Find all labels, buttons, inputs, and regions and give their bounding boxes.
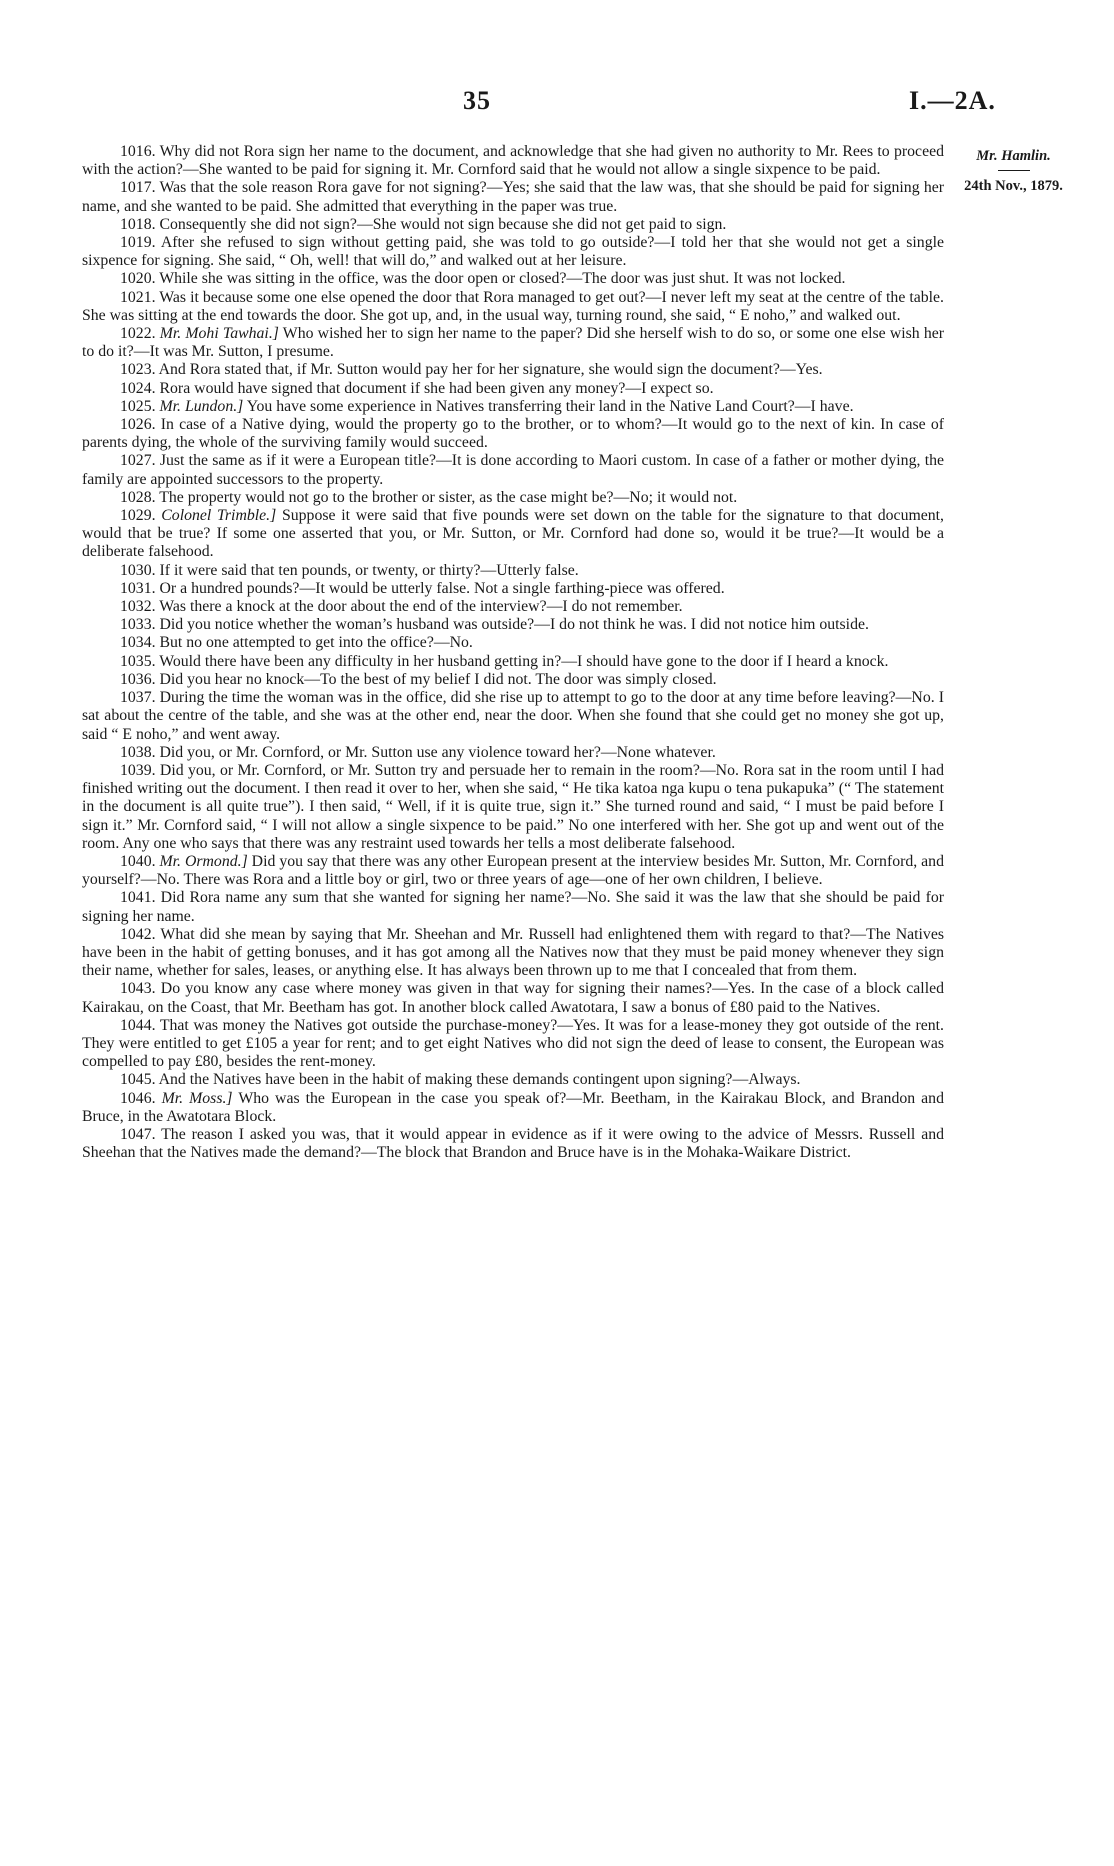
question-text: Would there have been any difficulty in her husband getting in?—I should have gone to the door if I heard a knock. [159, 652, 889, 670]
question-paragraph [82, 634, 944, 652]
question-paragraph [82, 616, 944, 634]
question-number: 1030. [120, 561, 156, 579]
question-paragraph [82, 216, 944, 234]
question-number: 1024. [120, 379, 156, 397]
question-paragraph [82, 234, 944, 270]
page-number: 35 [463, 86, 491, 115]
question-text: The property would not go to the brother or sister, as the case might be?—No; it would not. [159, 488, 738, 506]
question-paragraph [82, 762, 944, 853]
question-text: You have some experience in Natives transferring their land in the Native Land Court?—I have. [246, 397, 854, 415]
question-paragraph [82, 889, 944, 925]
question-number: 1025. [120, 397, 156, 415]
question-text: Or a hundred pounds?—It would be utterly false. Not a single farthing-piece was offered. [159, 579, 725, 597]
question-paragraph [82, 1090, 944, 1126]
question-paragraph [82, 580, 944, 598]
question-number: 1034. [120, 634, 156, 652]
speaker-name: Mr. Lundon.] [159, 397, 244, 415]
question-text: Consequently she did not sign?—She would not sign because she did not get paid to sign. [159, 215, 727, 233]
question-paragraph [82, 671, 944, 689]
question-text: Was that the sole reason Rora gave for not signing?—Yes; she said that the law was, that she should be paid for signing her name, and she wanted to be paid. She admitted that everything in the paper was true. [82, 179, 944, 215]
question-number: 1033. [120, 616, 156, 634]
question-text: Just the same as if it were a European title?—It is done according to Maori custom. In case of a father or mother dying, the family are appointed successors to the property. [82, 452, 944, 488]
question-number: 1021. [120, 288, 156, 306]
question-paragraph [82, 980, 944, 1016]
question-text: And the Natives have been in the habit of making these demands contingent upon signing?—Always. [158, 1071, 801, 1089]
question-text: Did you, or Mr. Cornford, or Mr. Sutton use any violence toward her?—None whatever. [159, 743, 716, 761]
question-paragraph [82, 452, 944, 488]
question-number: 1028. [120, 488, 156, 506]
question-text: After she refused to sign without getting paid, she was told to go outside?—I told her that she would not get a single sixpence for signing. She said, “ Oh, well! that will do,” and walked out at her leisure. [82, 234, 944, 270]
question-paragraph [82, 689, 944, 744]
document-reference: I.—2A. [909, 86, 996, 115]
question-paragraph [82, 270, 944, 288]
speaker-name: Mr. Moss.] [161, 1089, 233, 1107]
question-text: Suppose it were said that five pounds were set down on the table for the signature to that document, would that be true? If some one asserted that you, or Mr. Sutton, or Mr. Cornford had done so, would it be true?—It would be a deliberate falsehood. [82, 507, 945, 561]
question-number: 1037. [120, 689, 156, 707]
question-number: 1017. [120, 179, 156, 197]
question-number: 1018. [120, 215, 156, 233]
question-text: Who wished her to sign her name to the paper? Did she herself wish to do so, or some one else wish her to do it?—It was Mr. Sutton, I presume. [82, 325, 944, 361]
question-text: Rora would have signed that document if she had been given any money?—I expect so. [159, 379, 714, 397]
question-text: What did she mean by saying that Mr. Sheehan and Mr. Russell had enlightened them with regard to that?—The Natives have been in the habit of getting bonuses, and it has got among all the Natives now that they must be paid money whenever they sign their name, whether for sales, leases, or anything else. It has always been thrown up to me that I concealed that from them. [82, 925, 944, 980]
question-paragraph [82, 380, 944, 398]
question-text: In case of a Native dying, would the property go to the brother, or to whom?—It would go to the next of kin. In case of parents dying, the whole of the surviving family would succeed. [82, 416, 944, 452]
question-number: 1027. [120, 452, 156, 470]
question-number: 1035. [120, 652, 156, 670]
question-number: 1038. [120, 743, 156, 761]
question-paragraph [82, 289, 944, 325]
question-text: Who was the European in the case you speak of?—Mr. Beetham, in the Kairakau Block, and Brandon and Bruce, in the Awatotara Block. [82, 1089, 944, 1125]
speaker-name: Colonel Trimble.] [161, 507, 277, 525]
question-text: And Rora stated that, if Mr. Sutton would pay her for her signature, she would sign the document?—Yes. [158, 361, 823, 379]
page-header [0, 86, 1114, 126]
question-number: 1020. [120, 270, 156, 288]
question-number: 1029. [120, 507, 156, 525]
question-paragraph [82, 398, 944, 416]
question-text: But no one attempted to get into the office?—No. [159, 634, 473, 652]
question-paragraph [82, 653, 944, 671]
question-paragraph [82, 744, 944, 762]
question-number: 1032. [120, 598, 156, 616]
question-text: Why did not Rora sign her name to the document, and acknowledge that she had given no authority to Mr. Rees to proceed with the action?—She wanted to be paid for signing it. Mr. Cornford said that he would not allow a single sixpence to be paid. [82, 143, 944, 179]
question-number: 1044. [120, 1016, 156, 1034]
question-paragraph [82, 325, 944, 361]
question-number: 1041. [120, 889, 156, 907]
question-paragraph [82, 507, 944, 562]
question-number: 1026. [120, 416, 156, 434]
question-paragraph [82, 1126, 944, 1162]
question-text: Was there a knock at the door about the end of the interview?—I do not remember. [159, 598, 683, 616]
question-paragraph [82, 416, 944, 452]
question-number: 1042. [120, 925, 156, 943]
question-number: 1039. [120, 761, 156, 779]
question-paragraph [82, 361, 944, 379]
question-paragraph [82, 926, 944, 981]
question-paragraph [82, 853, 944, 889]
margin-divider [998, 170, 1030, 171]
question-text: The reason I asked you was, that it would appear in evidence as if it were owing to the advice of Messrs. Russell and Sheehan that the Natives made the demand?—The block that Brandon and Bruce have is in the Mohaka-Waikare District. [82, 1125, 944, 1162]
question-text: Was it because some one else opened the door that Rora managed to get out?—I never left my seat at the centre of the table. She was sitting at the end towards the door. She got up, and, in the usual way, turning round, she said, “ E noho,” and walked out. [82, 288, 944, 324]
speaker-name: Mr. Mohi Tawhai.] [159, 325, 279, 343]
question-text: While she was sitting in the office, was the door open or closed?—The door was just shut. It was not locked. [159, 270, 846, 288]
question-paragraph [82, 179, 944, 215]
question-number: 1031. [120, 579, 156, 597]
question-text: During the time the woman was in the office, did she rise up to attempt to go to the door at any time before leaving?—No. I sat about the centre of the table, and she was at the other end, near the door. When she found that she could get no money she got up, said “ E noho,” and went away. [82, 689, 944, 743]
question-number: 1022. [120, 325, 156, 343]
question-number: 1043. [120, 980, 156, 998]
question-text: Did you hear no knock—To the best of my belief I did not. The door was simply closed. [159, 670, 717, 688]
question-number: 1046. [120, 1089, 156, 1107]
question-paragraph [82, 562, 944, 580]
question-paragraph [82, 489, 944, 507]
margin-date: 24th Nov., 1879. [964, 178, 1063, 194]
question-text: That was money the Natives got outside the purchase-money?—Yes. It was for a lease-money they got outside of the rent. They were entitled to get £105 a year for rent; and to get eight Natives who did not sign the deed of lease to consent, the European was compelled to pay £80, besides the rent-money. [82, 1016, 944, 1071]
question-number: 1047. [120, 1125, 156, 1143]
question-paragraph [82, 143, 944, 179]
question-text: Did you, or Mr. Cornford, or Mr. Sutton try and persuade her to remain in the room?—No. Rora sat in the room until I had finished writing out the document. I then read it over to her, when she said, “ He tika katoa nga kupu o tena pukapuka” (“ The statement in the document is all quite true”). I then said, “ Well, if it is quite true, sign it.” She turned round and said, “ I must be paid before I sign it.” Mr. Cornford said, “ I will not allow a single sixpence to be paid.” No one interfered with her. She got up and went out of the room. Any one who says that there was any restraint used towards her tells a most deliberate falsehood. [82, 761, 944, 852]
question-number: 1023. [120, 361, 156, 379]
question-number: 1040. [120, 852, 156, 870]
question-text: Did you say that there was any other European present at the interview besides Mr. Sutton, Mr. Cornford, and yourself?—No. There was Rora and a little boy or girl, two or three years of age—one of her own children, I believe. [82, 852, 944, 889]
question-number: 1045. [120, 1071, 156, 1089]
question-number: 1036. [120, 670, 156, 688]
question-text: Do you know any case where money was given in that way for signing their names?—Yes. In the case of a block called Kairakau, on the Coast, that Mr. Beetham has got. In another block called Awatotara, I saw a bonus of £80 paid to the Natives. [82, 980, 944, 1016]
speaker-name: Mr. Ormond.] [159, 852, 248, 870]
question-text: Did Rora name any sum that she wanted for signing her name?—No. She said it was the law that she should be paid for signing her name. [82, 889, 944, 925]
question-paragraph [82, 598, 944, 616]
question-text: If it were said that ten pounds, or twenty, or thirty?—Utterly false. [159, 561, 579, 579]
question-text: Did you notice whether the woman’s husband was outside?—I do not think he was. I did not notice him outside. [159, 616, 869, 634]
question-paragraph [82, 1071, 944, 1089]
question-paragraph [82, 1017, 944, 1072]
evidence-body [82, 143, 944, 1162]
margin-note [946, 146, 1081, 196]
question-number: 1019. [120, 234, 156, 252]
question-number: 1016. [120, 143, 156, 160]
margin-witness-name: Mr. Hamlin. [976, 148, 1051, 164]
